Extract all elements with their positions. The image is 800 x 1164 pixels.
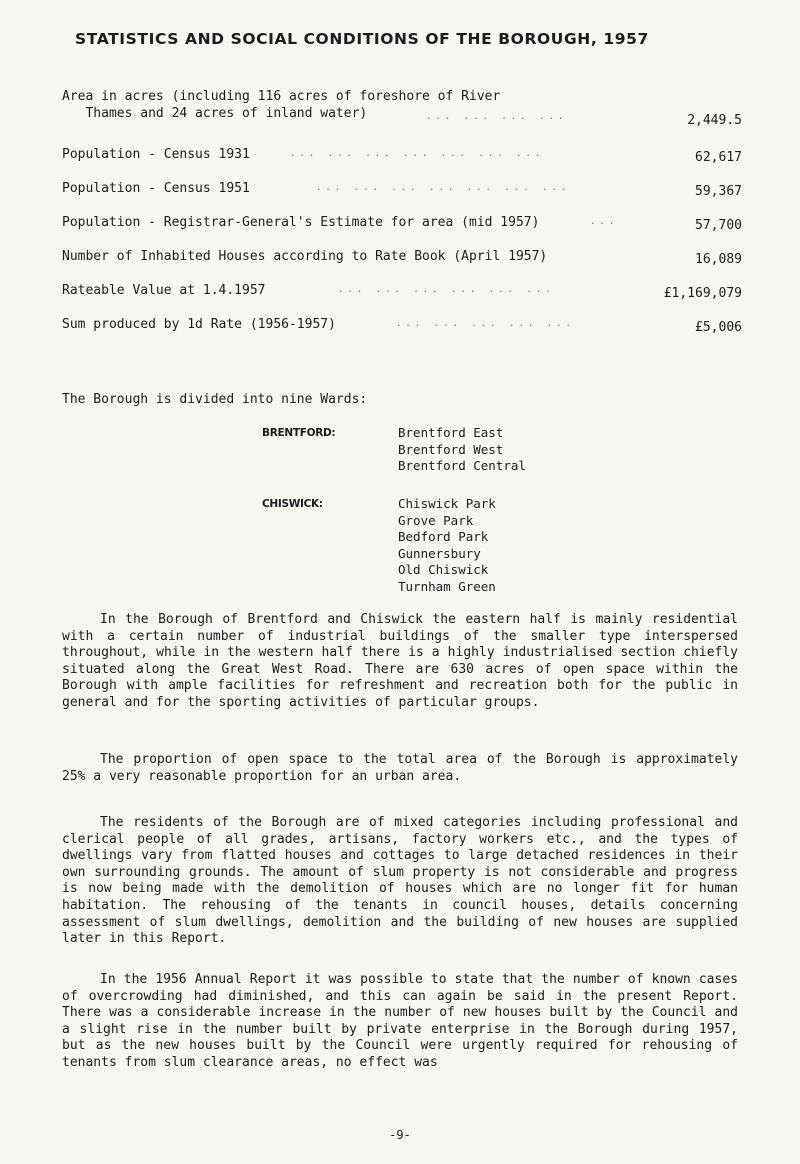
stat-row-census-1931: [62, 146, 742, 163]
stat-value: 2,449.5: [687, 113, 742, 128]
paragraph-borough-character: In the Borough of Brentford and Chiswick the eastern half is mainly residential with a certain number of industrial buildings of the smaller type interspersed throughout, while in the western half there is a highly industrialised section chiefly situated along the Great West Road. There are 630 acres of open space within the Borough with ample facilities for refreshment and recreation both for the public in general and for the sporting activities of particular groups.: [62, 612, 738, 710]
stat-label: Rateable Value at 1.4.1957: [62, 283, 266, 298]
stat-label: Area in acres (including 116 acres of foreshore of River Thames and 24 acres of inland water): [62, 89, 501, 121]
leader-dots: ... ... ... ... ... ... ...: [290, 149, 545, 159]
stat-label: Sum produced by 1d Rate (1956-1957): [62, 317, 336, 332]
stat-value: 57,700: [695, 218, 742, 233]
stat-label: Population - Registrar-General's Estimate for area (mid 1957): [62, 215, 540, 230]
ward-item: Bedford Park: [398, 529, 489, 544]
stat-value: 59,367: [695, 184, 742, 199]
paragraph-residents: The residents of the Borough are of mixed categories including professional and clerical people of all grades, artisans, factory workers etc., and the types of dwellings vary from flatted houses and cottages to large detached residences in their own surrounding grounds. The amount of slum property is not considerable and progress is now being made with the demolition of houses which are no longer fit for human habitation. The rehousing of the tenants in council houses, details concerning assessment of slum dwellings, demolition and the building of new houses are supplied later in this Report.: [62, 815, 738, 947]
ward-item: Brentford Central: [398, 458, 526, 473]
stat-value: 16,089: [695, 252, 742, 267]
leader-dots: ... ... ... ... ... ... ...: [316, 183, 571, 193]
stat-label: Number of Inhabited Houses according to Rate Book (April 1957): [62, 249, 548, 264]
page-number: -9-: [389, 1128, 411, 1142]
paragraph-overcrowding: In the 1956 Annual Report it was possible to state that the number of known cases of overcrowding had diminished, and this can again be said in the present Report. There was a considerable increase in the number of new houses built by the Council and a slight rise in the number built by private enterprise in the Borough during 1957, but as the new houses built by the Council were urgently required for rehousing of tenants from slum clearance areas, no effect was: [62, 972, 738, 1070]
ward-item: Old Chiswick: [398, 562, 489, 577]
ward-group-name: CHISWICK:: [262, 498, 323, 510]
leader-dots: ... ... ... ... ... ...: [338, 285, 555, 295]
leader-dots: ...: [590, 217, 619, 227]
ward-item: Turnham Green: [398, 578, 496, 594]
stat-row-penny-rate: [62, 316, 742, 333]
leader-dots: ... ... ... ... ...: [396, 319, 575, 329]
ward-list: [398, 496, 496, 595]
ward-item: Brentford East: [398, 425, 504, 440]
stat-row-estimate: [62, 214, 742, 231]
stat-row-census-1951: [62, 180, 742, 197]
ward-list: [398, 425, 526, 475]
ward-group-name: BRENTFORD:: [262, 427, 336, 439]
stat-value: £1,169,079: [663, 286, 742, 301]
stat-row-area: [62, 88, 742, 128]
stat-row-houses: [62, 248, 742, 265]
ward-item: Gunnersbury: [398, 545, 481, 561]
stat-label: Population - Census 1931: [62, 147, 250, 162]
stat-value: 62,617: [695, 150, 742, 165]
paragraph-open-space: The proportion of open space to the total area of the Borough is approximately 25% a very reasonable proportion for an urban area.: [62, 752, 738, 784]
stat-value: £5,006: [695, 320, 742, 335]
stat-label: Population - Census 1951: [62, 181, 250, 196]
ward-item: Grove Park: [398, 512, 474, 528]
stat-row-rateable-value: [62, 282, 742, 299]
leader-dots: ... ... ... ...: [426, 112, 568, 122]
page-title: STATISTICS AND SOCIAL CONDITIONS OF THE BOROUGH, 1957: [75, 30, 649, 48]
ward-item: Brentford West: [398, 441, 504, 457]
wards-intro: The Borough is divided into nine Wards:: [62, 392, 368, 407]
ward-item: Chiswick Park: [398, 496, 496, 511]
